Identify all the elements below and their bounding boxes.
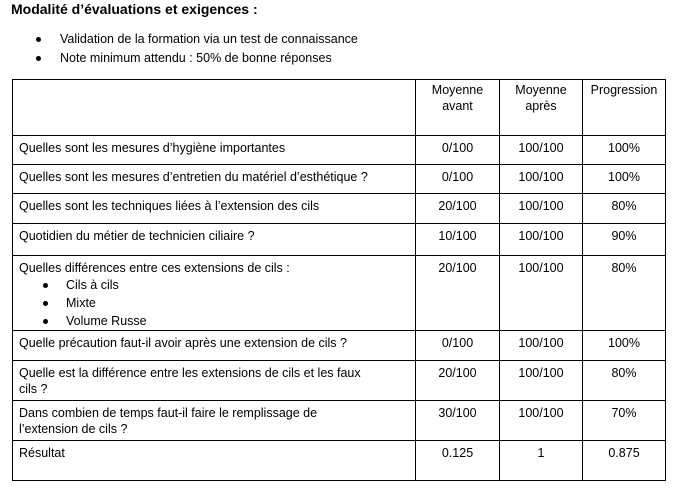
result-row <box>13 441 666 481</box>
list-item <box>0 30 358 49</box>
bullet-icon <box>36 37 41 42</box>
apres-cell: 100/100 <box>500 256 583 331</box>
table-row <box>13 401 666 441</box>
avant-cell: 0/100 <box>416 165 500 194</box>
result-progression-cell: 0.875 <box>583 441 666 481</box>
table-row <box>13 256 666 331</box>
progression-header: Progression <box>583 80 666 136</box>
question-cell: Quotidien du métier de technicien ciliaire ? <box>13 224 416 256</box>
evaluation-table <box>12 79 666 481</box>
result-label-cell: Résultat <box>13 441 416 481</box>
avant-cell: 20/100 <box>416 256 500 331</box>
avant-cell: 0/100 <box>416 331 500 361</box>
result-apres-cell: 1 <box>500 441 583 481</box>
apres-cell: 100/100 <box>500 224 583 256</box>
progression-cell: 90% <box>583 224 666 256</box>
bullet-icon <box>43 283 48 288</box>
list-item <box>19 276 409 294</box>
subitem-text: Volume Russe <box>66 314 147 328</box>
list-item <box>19 312 409 330</box>
result-avant-cell: 0.125 <box>416 441 500 481</box>
requirements-list <box>0 30 358 68</box>
list-item <box>0 49 358 68</box>
apres-cell: 100/100 <box>500 136 583 165</box>
section-heading: Modalité d’évaluations et exigences : <box>11 1 258 17</box>
moyenne-avant-header: Moyenne avant <box>416 80 500 136</box>
progression-cell: 70% <box>583 401 666 441</box>
table-header-row <box>13 80 666 136</box>
bullet-icon <box>36 56 41 61</box>
moyenne-apres-header: Moyenne après <box>500 80 583 136</box>
apres-cell: 100/100 <box>500 165 583 194</box>
progression-cell: 80% <box>583 361 666 401</box>
requirement-text: Note minimum attendu : 50% de bonne réponses <box>60 51 332 65</box>
progression-cell: 80% <box>583 256 666 331</box>
question-cell: Quelle précaution faut-il avoir après une extension de cils ? <box>13 331 416 361</box>
table-row <box>13 165 666 194</box>
bullet-icon <box>43 301 48 306</box>
apres-cell: 100/100 <box>500 194 583 224</box>
progression-cell: 100% <box>583 331 666 361</box>
table-row <box>13 194 666 224</box>
apres-cell: 100/100 <box>500 331 583 361</box>
subitem-text: Cils à cils <box>66 278 119 292</box>
question-cell: Dans combien de temps faut-il faire le remplissage de l’extension de cils ? <box>13 401 416 441</box>
table-row <box>13 224 666 256</box>
bullet-icon <box>43 319 48 324</box>
requirement-text: Validation de la formation via un test de connaissance <box>60 32 358 46</box>
table-row <box>13 361 666 401</box>
subitem-text: Mixte <box>66 296 96 310</box>
avant-cell: 30/100 <box>416 401 500 441</box>
progression-cell: 100% <box>583 165 666 194</box>
question-header-cell <box>13 80 416 136</box>
apres-cell: 100/100 <box>500 401 583 441</box>
avant-cell: 20/100 <box>416 361 500 401</box>
table-row <box>13 136 666 165</box>
list-item <box>19 294 409 312</box>
table-row <box>13 331 666 361</box>
avant-cell: 0/100 <box>416 136 500 165</box>
apres-cell: 100/100 <box>500 361 583 401</box>
question-text: Quelles différences entre ces extensions de cils : <box>19 261 290 275</box>
question-cell: Quelles sont les mesures d’entretien du matériel d’esthétique ? <box>13 165 416 194</box>
question-cell: Quelles sont les techniques liées à l’extension des cils <box>13 194 416 224</box>
question-cell: Quelle est la différence entre les extensions de cils et les faux cils ? <box>13 361 416 401</box>
progression-cell: 100% <box>583 136 666 165</box>
question-cell <box>13 256 416 331</box>
extension-types-list <box>19 276 409 330</box>
avant-cell: 20/100 <box>416 194 500 224</box>
question-cell: Quelles sont les mesures d’hygiène importantes <box>13 136 416 165</box>
progression-cell: 80% <box>583 194 666 224</box>
avant-cell: 10/100 <box>416 224 500 256</box>
